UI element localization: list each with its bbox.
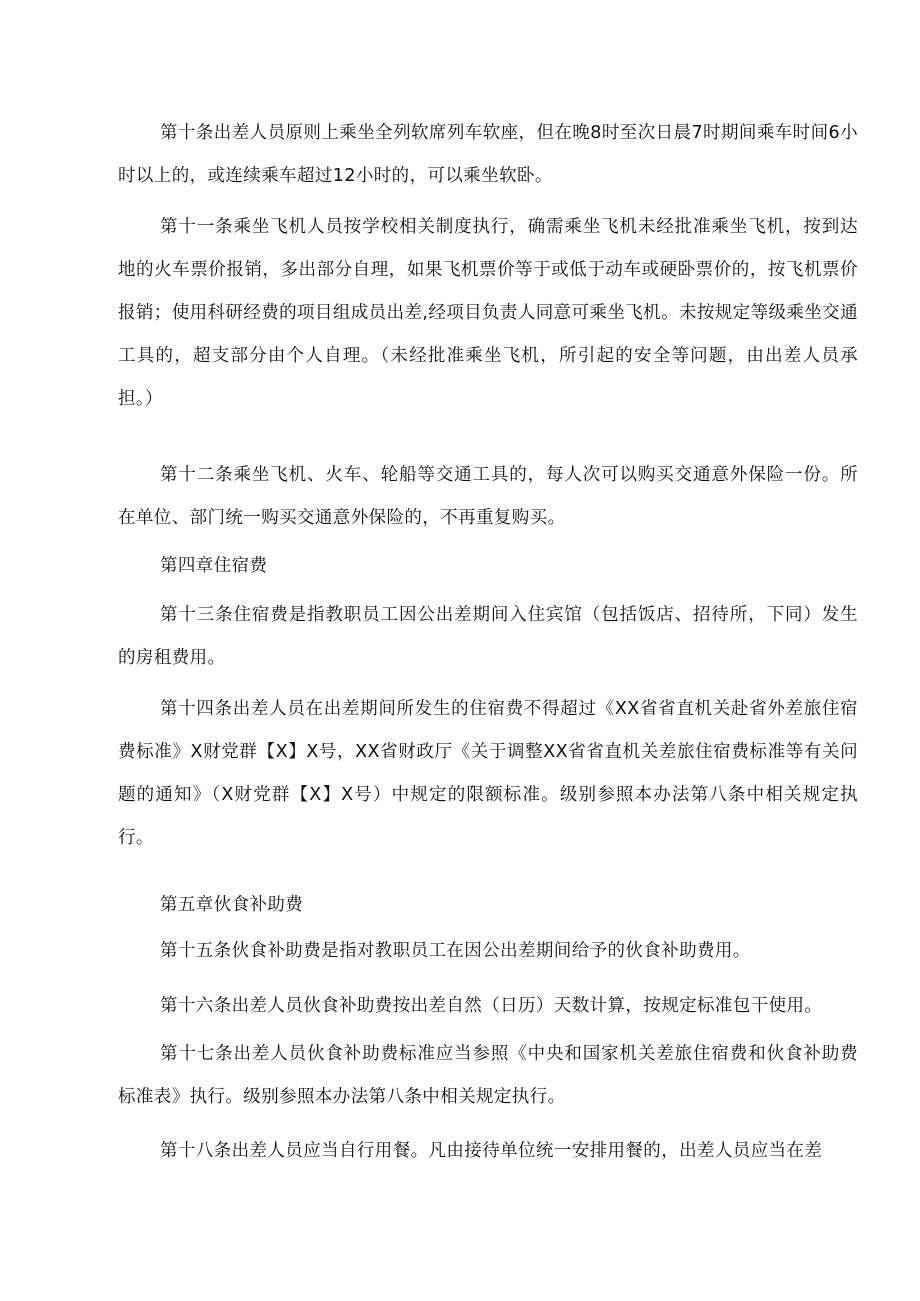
article-18-paragraph: 第十八条出差人员应当自行用餐。凡由接待单位统一安排用餐的，出差人员应当在差 xyxy=(160,1141,823,1161)
chapter-4-heading: 第四章住宿费 xyxy=(160,556,268,576)
article-14-paragraph: 第十四条出差人员在出差期间所发生的住宿费不得超过《XX省省直机关赴省外差旅住宿费标准》X财党群【X】X号，XX省财政厅《关于调整XX省省直机关差旅住宿费标准等有关问题的通知》（X财党群【X】X号）中规定的限额标准。级别参照本办法第八条中相关规定执行。 xyxy=(118,699,858,848)
article-15-paragraph: 第十五条伙食补助费是指对教职员工在因公出差期间给予的伙食补助费用。 xyxy=(160,941,751,961)
article-16-paragraph: 第十六条出差人员伙食补助费按出差自然（日历）天数计算，按规定标准包干使用。 xyxy=(160,996,823,1016)
chapter-5-heading: 第五章伙食补助费 xyxy=(160,895,304,915)
article-10-paragraph: 第十条出差人员原则上乘坐全列软席列车软座，但在晚8时至次日晨7时期间乘车时间6小时以上的，或连续乘车超过12小时的，可以乘坐软卧。 xyxy=(118,123,858,186)
article-12-paragraph: 第十二条乘坐飞机、火车、轮船等交通工具的，每人次可以购买交通意外保险一份。所在单位、部门统一购买交通意外保险的，不再重复购买。 xyxy=(118,465,858,528)
article-11-paragraph: 第十一条乘坐飞机人员按学校相关制度执行，确需乘坐飞机未经批准乘坐飞机，按到达地的火车票价报销，多出部分自理，如果飞机票价等于或低于动车或硬卧票价的，按飞机票价报销；使用科研经费的项目组成员出差,经项目负责人同意可乘坐飞机。未按规定等级乘坐交通工具的，超支部分由个人自理。（未经批准乘坐飞机，所引起的安全等问题，由出差人员承担。） xyxy=(118,217,858,409)
article-17-paragraph: 第十七条出差人员伙食补助费标准应当参照《中央和国家机关差旅住宿费和伙食补助费标准表》执行。级别参照本办法第八条中相关规定执行。 xyxy=(118,1044,858,1107)
article-13-paragraph: 第十三条住宿费是指教职员工因公出差期间入住宾馆（包括饭店、招待所，下同）发生的房租费用。 xyxy=(118,605,858,668)
